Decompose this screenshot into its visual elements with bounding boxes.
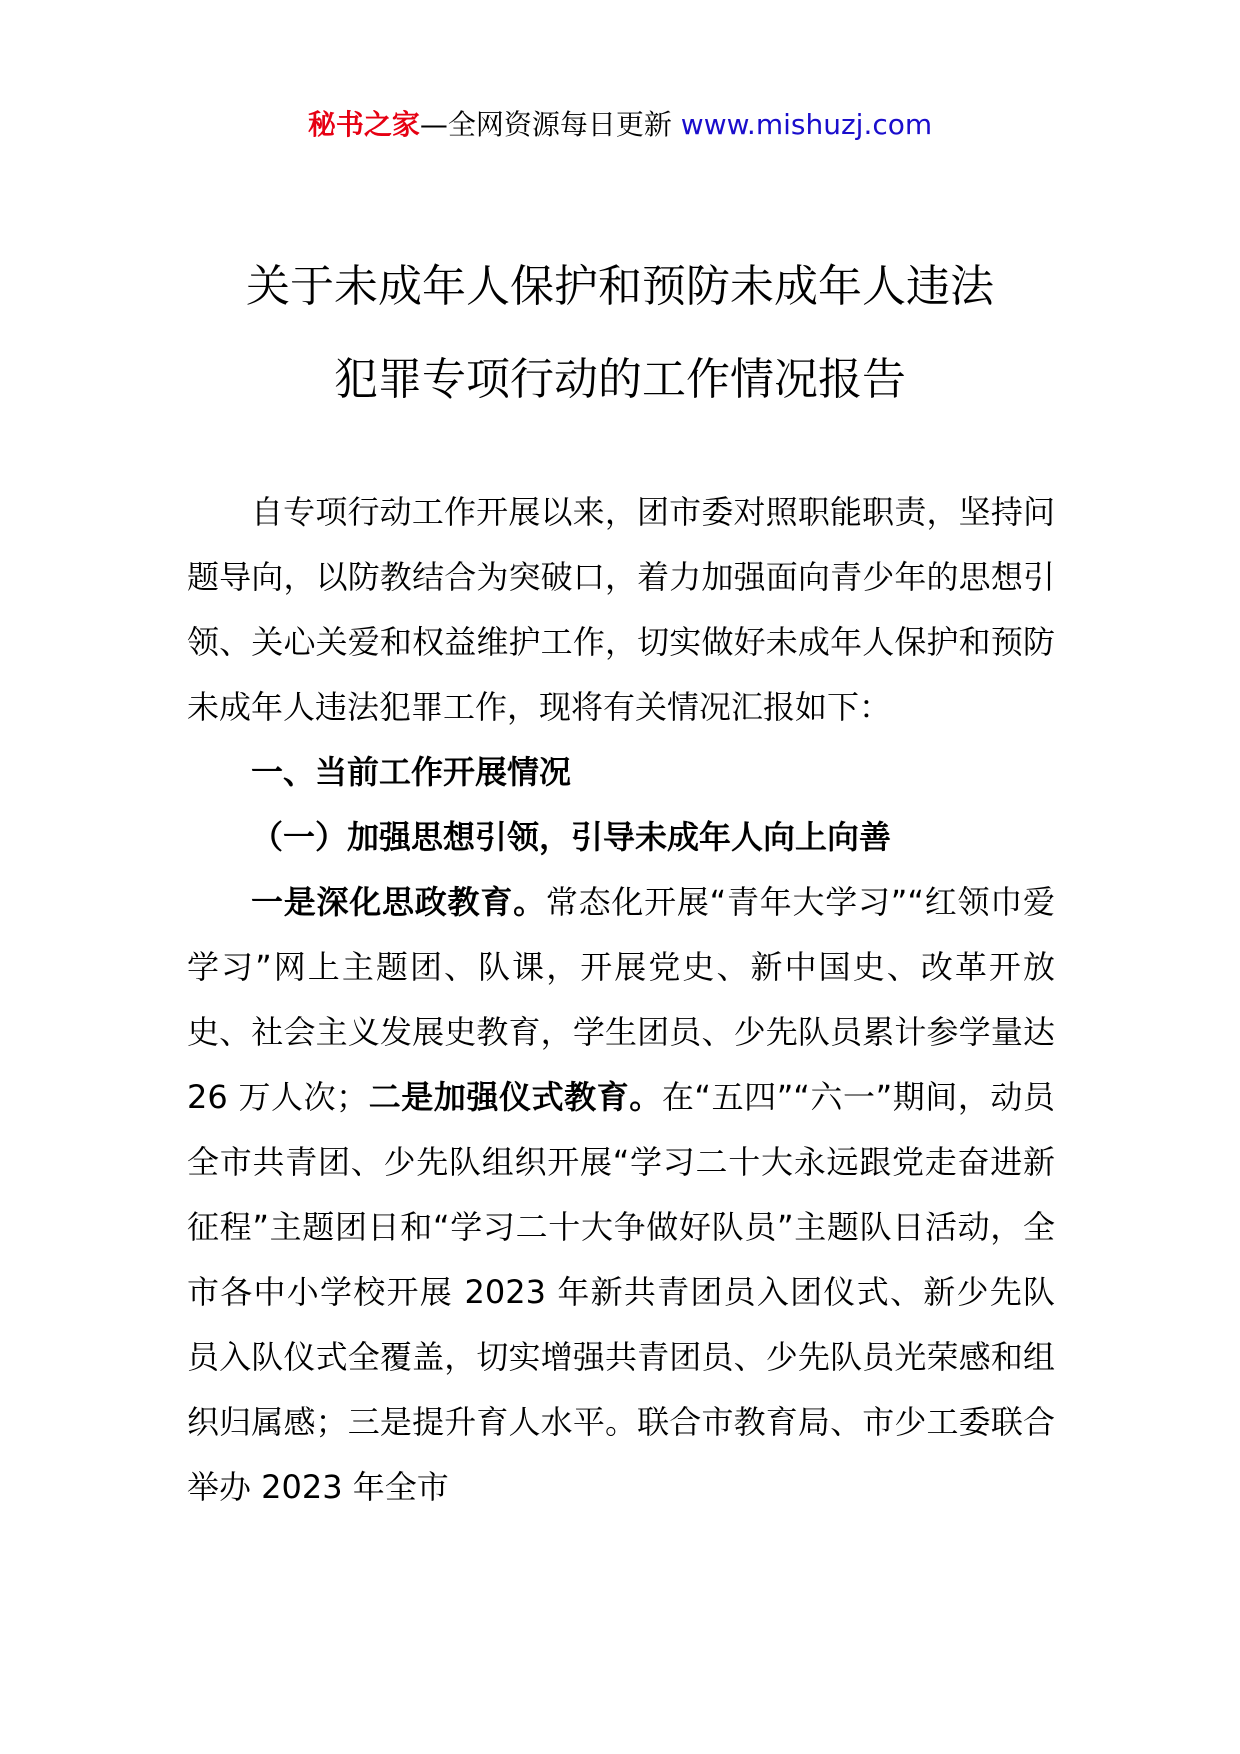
site-header [0, 100, 1240, 150]
item-text-1: 常态化开展“青年大学习”“红领巾爱学习”网上主题团、队课，开展党史、新中国史、改革开放史、社会主义发展史教育，学生团员、少先队员累计参学量达 26 万人次； [187, 883, 1055, 1116]
site-brand: 秘书之家 [307, 108, 420, 141]
body-paragraph [187, 870, 1055, 1520]
intro-paragraph: 自专项行动工作开展以来，团市委对照职能职责，坚持问题导向，以防教结合为突破口，着力加强面向青少年的思想引领、关心关爱和权益维护工作，切实做好未成年人保护和预防未成年人违法犯罪工作，现将有关情况汇报如下： [187, 493, 1055, 726]
document-body [187, 480, 1055, 1520]
item-text-2: 在“五四”“六一”期间，动员全市共青团、少先队组织开展“学习二十大永远跟党走奋进新征程”主题团日和“学习二十大争做好队员”主题队日活动，全市各中小学校开展 2023 年新共青团员入团仪式、新少先队员入队仪式全覆盖，切实增强共青团员、少先队员光荣感和组织归属感；三是提升育人水平。联合市教育局、市少工委联合举办 2023 年全市 [187, 1078, 1055, 1506]
subsection-heading: （一）加强思想引领，引导未成年人向上向善 [251, 818, 892, 856]
item-label-2: 二是加强仪式教育。 [368, 1078, 662, 1116]
site-url-link[interactable]: www.mishuzj.com [680, 108, 933, 141]
section-heading: 一、当前工作开展情况 [251, 753, 572, 791]
document-title-line-2: 犯罪专项行动的工作情况报告 [334, 354, 906, 405]
item-label-1: 一是深化思政教育。 [251, 883, 546, 921]
site-tagline: —全网资源每日更新 [419, 108, 672, 141]
document-title-line-1: 关于未成年人保护和预防未成年人违法 [246, 261, 994, 312]
